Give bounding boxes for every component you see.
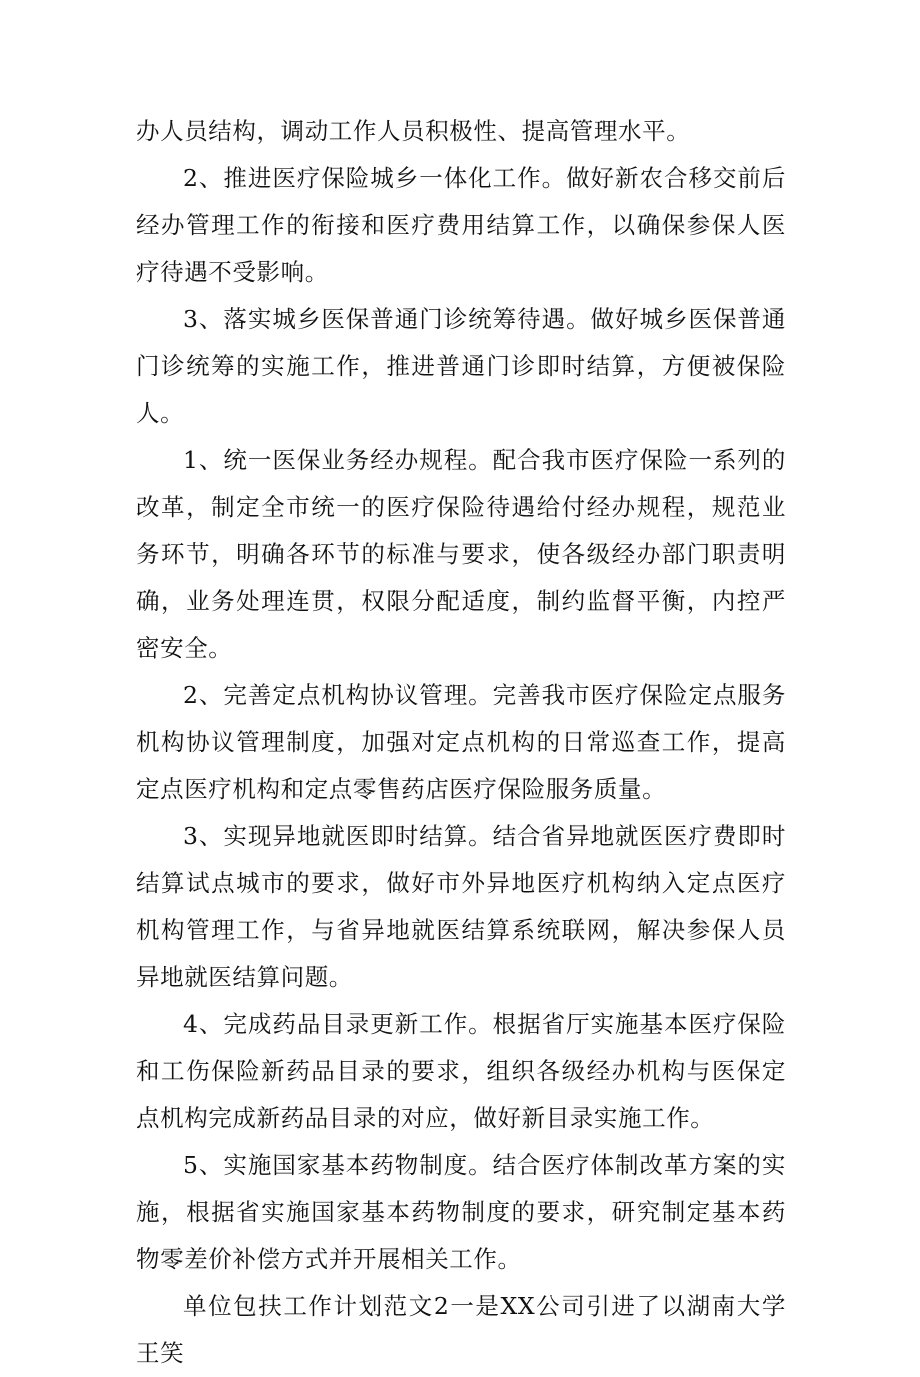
paragraph-drug-catalog: 4、完成药品目录更新工作。根据省厅实施基本医疗保险和工伤保险新药品目录的要求，组织各级经办机构与医保定点机构完成新药品目录的对应，做好新目录实施工作。 — [136, 1010, 786, 1132]
paragraph-outpatient-coordination: 3、落实城乡医保普通门诊统筹待遇。做好城乡医保普通门诊统筹的实施工作，推进普通门诊即时结算，方便被保险人。 — [136, 305, 786, 427]
paragraph-sample-2-start: 单位包扶工作计划范文2一是XX公司引进了以湖南大学王笑 — [136, 1292, 786, 1367]
paragraph-continuation: 办人员结构，调动工作人员积极性、提高管理水平。 — [136, 117, 691, 145]
paragraph-designated-agreement: 2、完善定点机构协议管理。完善我市医疗保险定点服务机构协议管理制度，加强对定点机构的日常巡查工作，提高定点医疗机构和定点零售药店医疗保险服务质量。 — [136, 681, 786, 803]
document-body — [136, 108, 786, 1377]
paragraph-unified-procedures: 1、统一医保业务经办规程。配合我市医疗保险一系列的改革，制定全市统一的医疗保险待遇给付经办规程，规范业务环节，明确各环节的标准与要求，使各级经办部门职责明确，业务处理连贯，权限分配适度，制约监督平衡，内控严密安全。 — [136, 446, 786, 662]
paragraph-remote-settlement: 3、实现异地就医即时结算。结合省异地就医医疗费即时结算试点城市的要求，做好市外异地医疗机构纳入定点医疗机构管理工作，与省异地就医结算系统联网，解决参保人员异地就医结算问题。 — [136, 822, 786, 991]
paragraph-urban-rural-integration: 2、推进医疗保险城乡一体化工作。做好新农合移交前后经办管理工作的衔接和医疗费用结算工作，以确保参保人医疗待遇不受影响。 — [136, 164, 786, 286]
paragraph-essential-drugs: 5、实施国家基本药物制度。结合医疗体制改革方案的实施，根据省实施国家基本药物制度的要求，研究制定基本药物零差价补偿方式并开展相关工作。 — [136, 1151, 786, 1273]
